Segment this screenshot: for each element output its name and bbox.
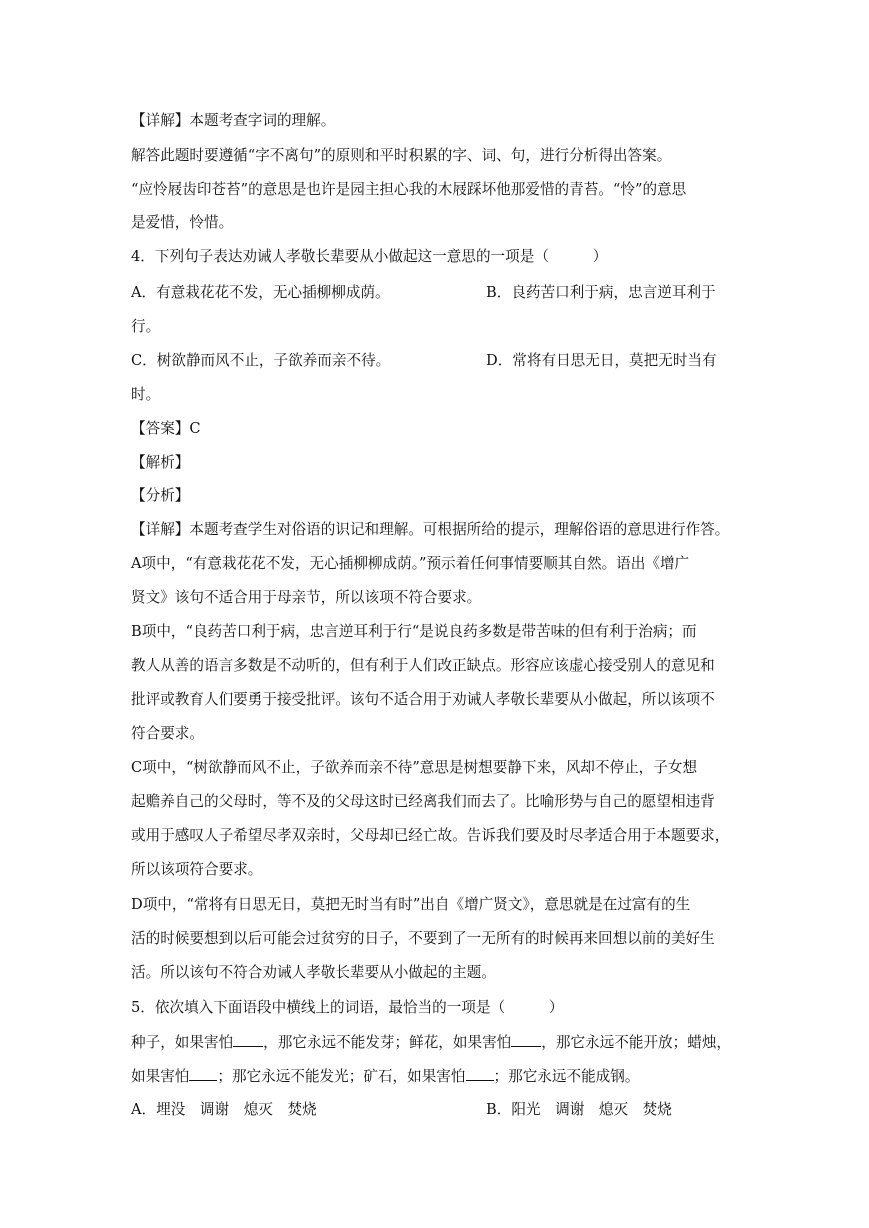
explanation-b-line: 批评或教育人们要勇于接受批评。该句不适合用于劝诫人孝敬长辈要从小做起，所以该项不 — [131, 691, 715, 708]
explanation-b-line: 符合要求。 — [131, 725, 204, 742]
question-5-option-b: B．阳光 调谢 熄灭 焚烧 — [486, 1101, 672, 1118]
explanation-c-line: 所以该项符合要求。 — [131, 861, 263, 878]
explanation-c-line: C项中，“树欲静而风不止，子欲养而亲不待”意思是树想要静下来，风却不停止，子女想 — [131, 759, 698, 776]
detail-line: 【详解】本题考查学生对俗语的识记和理解。可根据所给的提示，理解俗语的意思进行作答。 — [131, 521, 730, 538]
fenxi-label: 【分析】 — [131, 487, 190, 504]
question-5-passage-line — [131, 1032, 741, 1053]
fill-blank — [466, 1066, 494, 1081]
passage-text: ；那它永远不能成钢。 — [493, 1068, 640, 1085]
question-4-option-c: C．树欲静而风不止，子欲养而亲不待。 — [131, 352, 391, 369]
fill-blank — [233, 1032, 263, 1047]
question-4-option-d-cont: 时。 — [131, 386, 161, 403]
fill-blank — [189, 1066, 217, 1081]
analysis-label: 【解析】 — [131, 454, 190, 471]
passage-text: 如果害怕 — [131, 1068, 190, 1085]
fill-blank — [511, 1032, 541, 1047]
answer-label: 【答案】C — [131, 420, 201, 437]
explanation-d-line: D项中，“常将有日思无日，莫把无时当有时”出自《增广贤文》，意思就是在过富有的生 — [131, 896, 691, 913]
question-5-passage-line — [131, 1066, 741, 1087]
explanation-d-line: 活。所以该句不符合劝诫人孝敬长辈要从小做起的主题。 — [131, 964, 496, 981]
explanation-a-line: A项中，“有意栽花花不发，无心插柳柳成荫。”预示着任何事情要顺其自然。语出《增广 — [131, 555, 690, 572]
text-line: 【详解】本题考查字词的理解。 — [131, 112, 336, 129]
question-5-stem: 5．依次填入下面语段中横线上的词语，最恰当的一项是（ ） — [131, 999, 564, 1016]
question-4-option-b: B．良药苦口利于病，忠言逆耳利于 — [486, 284, 716, 301]
passage-text: ；那它永远不能发光；矿石，如果害怕 — [217, 1068, 466, 1085]
text-line: 解答此题时要遵循“字不离句”的原则和平时积累的字、词、句，进行分析得出答案。 — [131, 147, 672, 164]
passage-text: ，那它永远不能发芽；鲜花，如果害怕 — [263, 1034, 512, 1051]
question-4-stem: 4．下列句子表达劝诫人孝敬长辈要从小做起这一意思的一项是（ ） — [131, 248, 608, 265]
text-line: “应怜屐齿印苍苔”的意思是也许是园主担心我的木屐踩坏他那爱惜的青苔。“怜”的意思 — [131, 181, 687, 198]
explanation-b-line: 教人从善的语言多数是不动听的，但有利于人们改正缺点。形容应该虚心接受别人的意见和 — [131, 657, 715, 674]
question-5-option-a: A．埋没 调谢 熄灭 焚烧 — [131, 1101, 317, 1118]
text-line: 是爱惜，怜惜。 — [131, 214, 234, 231]
question-4-option-b-cont: 行。 — [131, 318, 161, 335]
explanation-d-line: 活的时候要想到以后可能会过贫穷的日子，不要到了一无所有的时候再来回想以前的美好生 — [131, 930, 715, 947]
explanation-b-line: B项中，“良药苦口利于病，忠言逆耳利于行“是说良药多数是带苦味的但有利于治病；而 — [131, 623, 697, 640]
question-4-option-a: A．有意栽花花不发，无心插柳柳成荫。 — [131, 284, 390, 301]
question-4-option-d: D．常将有日思无日，莫把无时当有 — [486, 352, 717, 369]
explanation-a-line: 贤文》该句不适合用于母亲节，所以该项不符合要求。 — [131, 589, 482, 606]
explanation-c-line: 起赡养自己的父母时，等不及的父母这时已经离我们而去了。比喻形势与自己的愿望相违背 — [131, 793, 715, 810]
passage-text: ，那它永远不能开放；蜡烛， — [541, 1034, 732, 1051]
passage-text: 种子，如果害怕 — [131, 1034, 234, 1051]
explanation-c-line: 或用于感叹人子希望尽孝双亲时，父母却已经亡故。告诉我们要及时尽孝适合用于本题要求， — [131, 827, 730, 844]
